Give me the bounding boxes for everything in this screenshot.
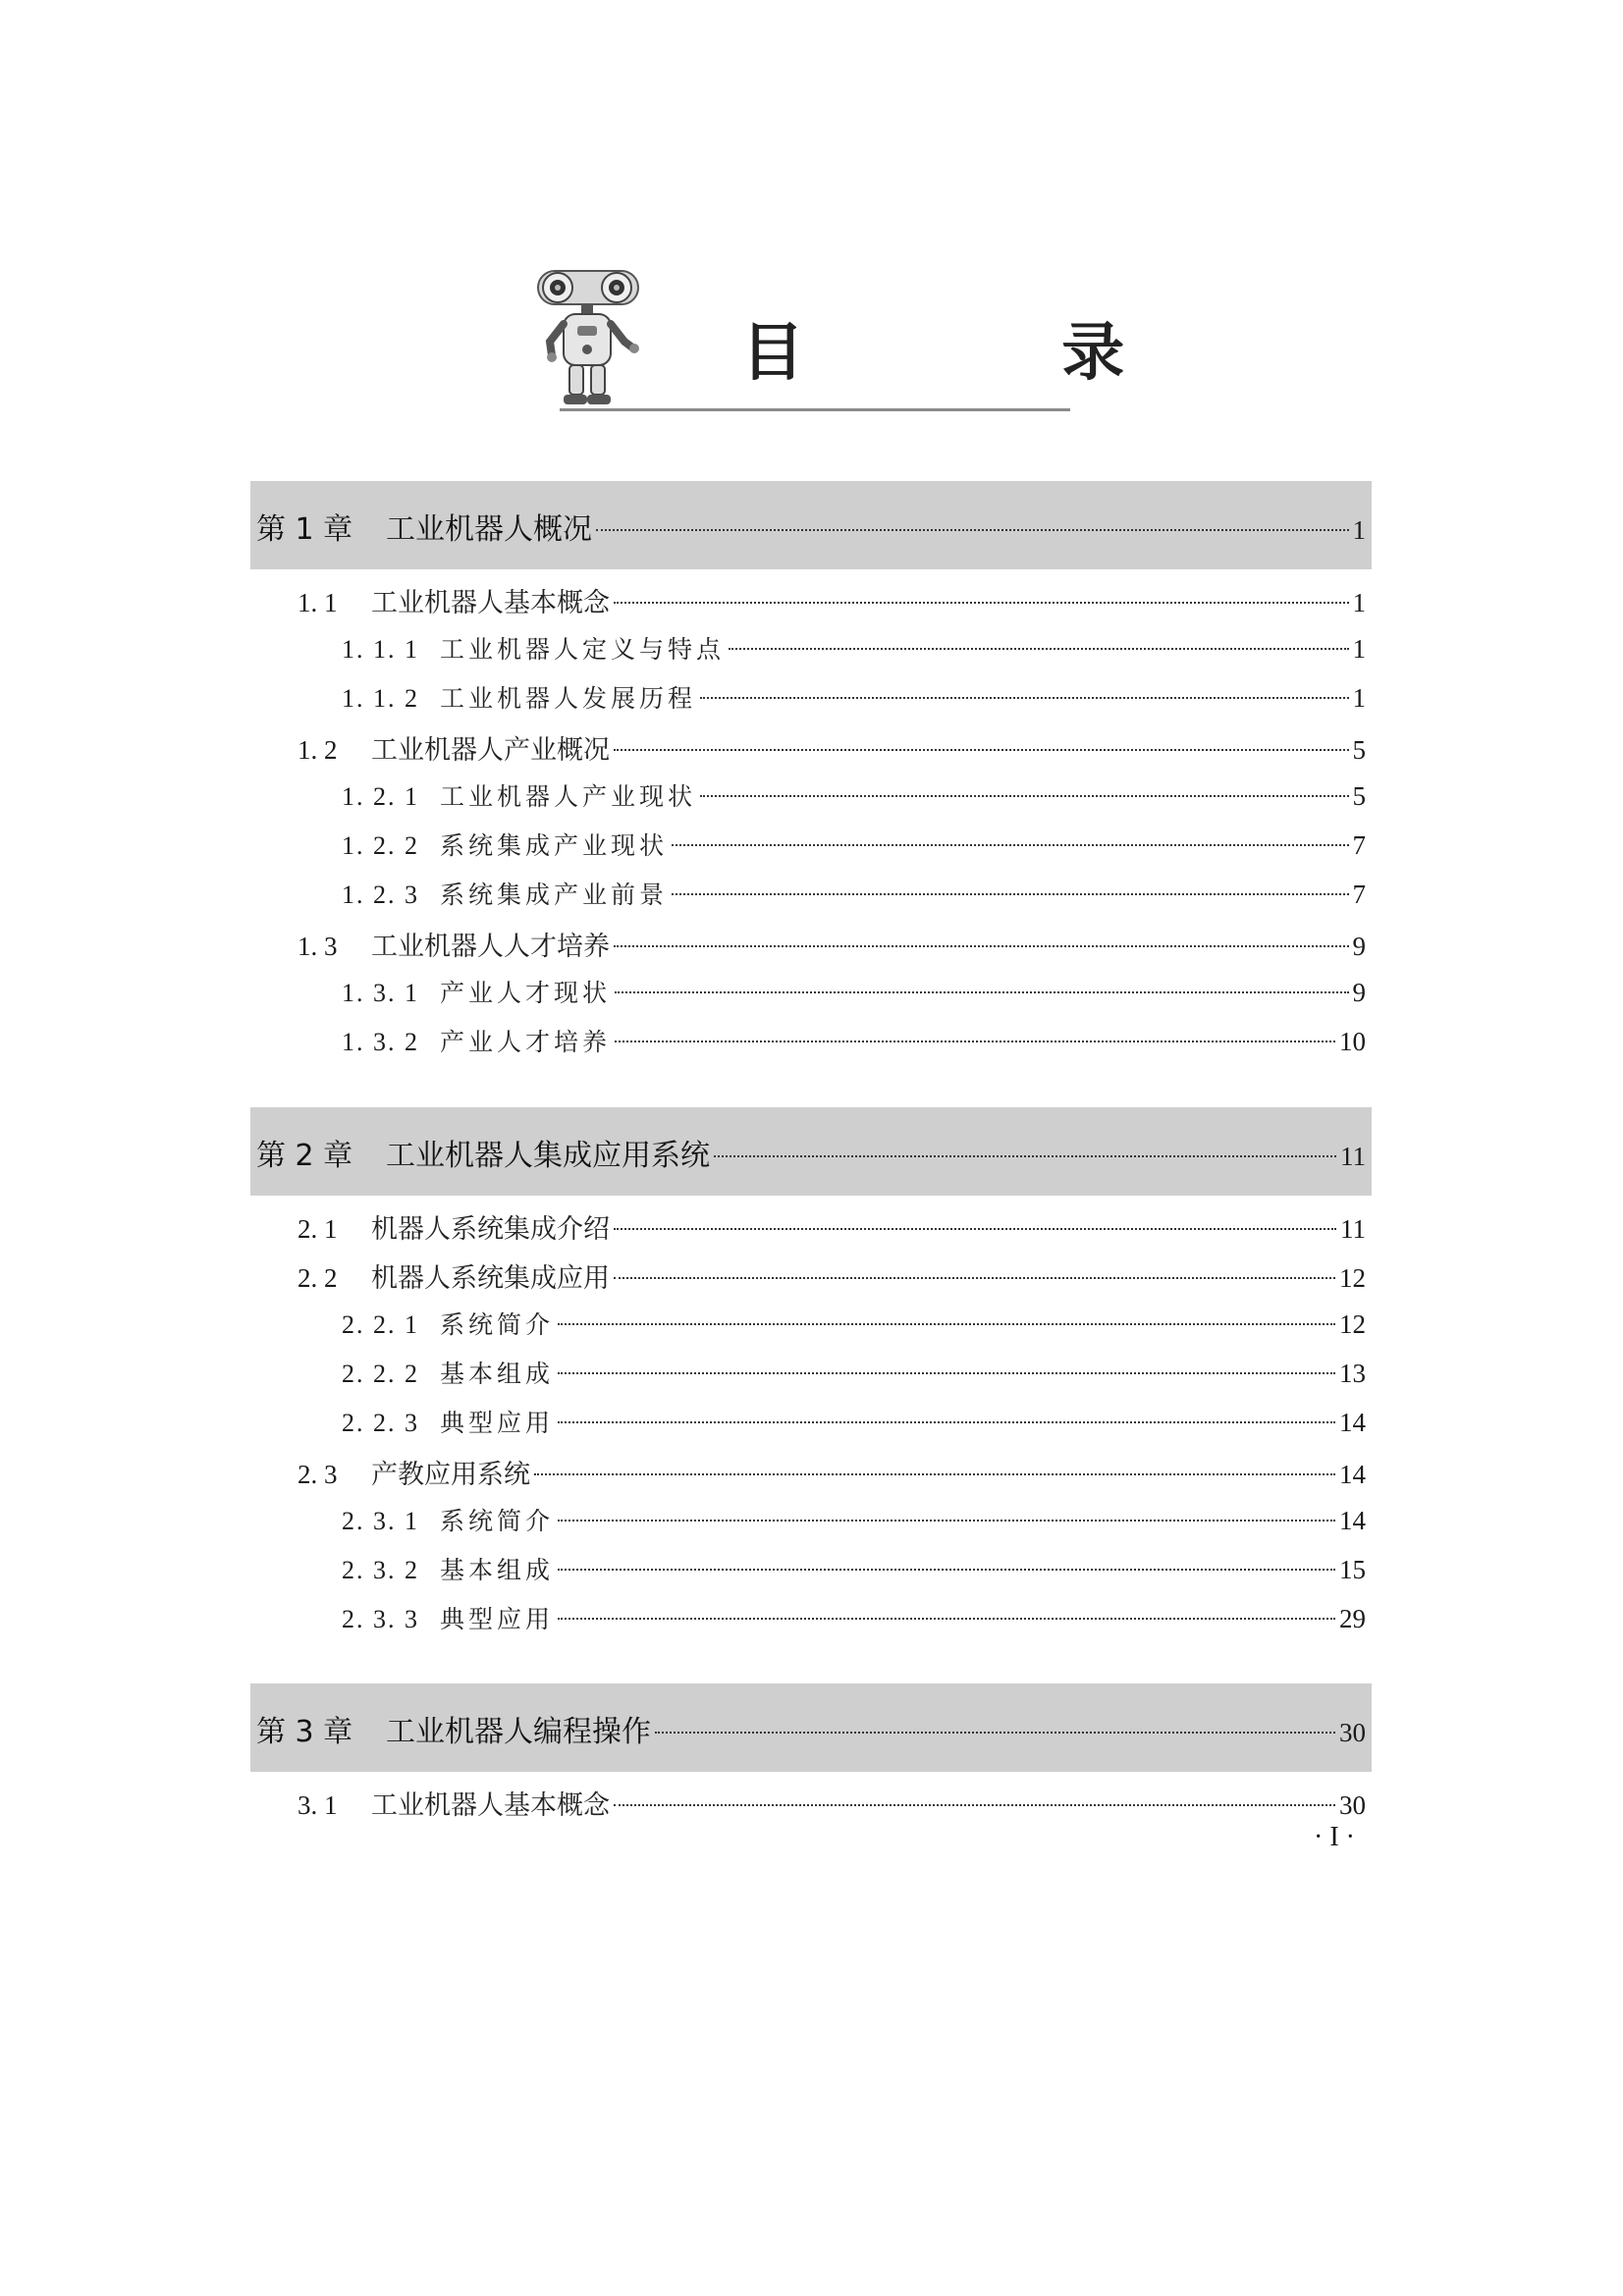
toc-section[interactable] xyxy=(298,1784,1366,1822)
toc-header xyxy=(530,265,1243,417)
section-number: 2. 2 xyxy=(298,1263,338,1293)
dot-leader xyxy=(558,1421,1335,1423)
dot-leader xyxy=(655,1732,1335,1734)
subsection-title: 基本组成 xyxy=(440,1556,555,1584)
dot-leader xyxy=(614,602,1349,604)
dot-leader xyxy=(558,1323,1335,1325)
page-number: 1 xyxy=(1352,588,1366,617)
toc-subsection[interactable] xyxy=(342,1306,1366,1341)
page-folio: · I · xyxy=(1314,1822,1355,1852)
toc-section[interactable] xyxy=(298,581,1366,619)
dot-leader xyxy=(558,1372,1335,1374)
section-number: 1. 3 xyxy=(298,932,338,961)
toc-section[interactable] xyxy=(298,1453,1366,1491)
dot-leader xyxy=(614,1804,1335,1806)
section-number: 2. 3 xyxy=(298,1460,338,1489)
dot-leader xyxy=(672,893,1348,895)
page-number: 12 xyxy=(1339,1309,1366,1339)
subsection-number: 2. 3. 3 xyxy=(342,1605,419,1633)
toc-subsection[interactable] xyxy=(342,827,1366,862)
dot-leader xyxy=(615,991,1348,993)
subsection-title: 系统集成产业前景 xyxy=(440,881,669,909)
page-number: 14 xyxy=(1339,1506,1366,1535)
section-title: 工业机器人产业概况 xyxy=(371,735,610,766)
section-title: 工业机器人人才培养 xyxy=(371,932,610,962)
toc-subsection[interactable] xyxy=(342,679,1366,715)
page-number: 1 xyxy=(1352,515,1366,545)
toc-section[interactable] xyxy=(298,1207,1366,1246)
section-number: 1. 2 xyxy=(298,735,338,765)
dot-leader xyxy=(672,844,1348,846)
toc-subsection[interactable] xyxy=(342,1404,1366,1439)
subsection-number: 1. 2. 2 xyxy=(342,831,419,860)
subsection-number: 1. 3. 1 xyxy=(342,979,419,1007)
section-title: 机器人系统集成应用 xyxy=(371,1263,610,1294)
dot-leader xyxy=(729,648,1348,650)
subsection-title: 系统简介 xyxy=(440,1310,555,1339)
section-number: 2. 1 xyxy=(298,1214,338,1244)
dot-leader xyxy=(614,749,1349,751)
chapter-3[interactable] xyxy=(250,1683,1372,1772)
page-number: 29 xyxy=(1339,1604,1366,1633)
subsection-title: 基本组成 xyxy=(440,1360,555,1388)
page-number: 14 xyxy=(1339,1460,1366,1489)
toc-section[interactable] xyxy=(298,728,1366,767)
page-number: 30 xyxy=(1339,1790,1366,1820)
page-number: 12 xyxy=(1339,1263,1366,1293)
dot-leader xyxy=(614,1228,1336,1230)
subsection-number: 1. 2. 3 xyxy=(342,881,419,909)
toc-subsection[interactable] xyxy=(342,777,1366,813)
dot-leader xyxy=(558,1569,1335,1571)
page-number: 14 xyxy=(1339,1408,1366,1437)
page-number: 5 xyxy=(1352,735,1366,765)
page-number: 1 xyxy=(1352,634,1366,664)
page-number: 5 xyxy=(1352,781,1366,811)
toc-section[interactable] xyxy=(298,925,1366,963)
dot-leader xyxy=(615,1041,1335,1042)
subsection-number: 2. 2. 2 xyxy=(342,1360,419,1388)
section-title: 工业机器人基本概念 xyxy=(371,1790,610,1821)
page-number: 11 xyxy=(1340,1214,1366,1244)
toc-entry[interactable] xyxy=(256,505,1366,548)
dot-leader xyxy=(558,1618,1335,1620)
toc-entry[interactable] xyxy=(256,1707,1366,1750)
toc-subsection[interactable] xyxy=(342,1551,1366,1586)
page-title: 目 录 xyxy=(741,317,1243,390)
section-number: 1. 1 xyxy=(298,588,338,617)
page-number: 9 xyxy=(1352,978,1366,1007)
subsection-number: 1. 1. 1 xyxy=(342,635,419,664)
title-underline xyxy=(560,408,1070,411)
dot-leader xyxy=(700,697,1348,699)
chapter-number: 第 2 章 xyxy=(256,1139,353,1173)
chapter-2[interactable] xyxy=(250,1107,1372,1196)
subsection-number: 1. 2. 1 xyxy=(342,782,419,811)
subsection-title: 产业人才现状 xyxy=(440,979,612,1007)
robot-icon xyxy=(530,265,658,412)
subsection-number: 2. 2. 3 xyxy=(342,1409,419,1437)
subsection-title: 工业机器人产业现状 xyxy=(440,782,697,811)
page-number: 30 xyxy=(1339,1718,1366,1747)
subsection-number: 2. 2. 1 xyxy=(342,1310,419,1339)
toc-subsection[interactable] xyxy=(342,1600,1366,1635)
toc-subsection[interactable] xyxy=(342,1355,1366,1390)
section-title: 产教应用系统 xyxy=(371,1460,530,1490)
toc-subsection[interactable] xyxy=(342,876,1366,911)
chapter-title: 工业机器人概况 xyxy=(386,512,592,547)
subsection-number: 1. 1. 2 xyxy=(342,684,419,713)
page-number: 1 xyxy=(1352,683,1366,713)
section-title: 工业机器人基本概念 xyxy=(371,588,610,618)
toc-entry[interactable] xyxy=(256,1131,1366,1174)
subsection-title: 典型应用 xyxy=(440,1605,555,1633)
dot-leader xyxy=(614,945,1349,947)
page-number: 10 xyxy=(1339,1027,1366,1056)
toc-subsection[interactable] xyxy=(342,1502,1366,1537)
chapter-1[interactable] xyxy=(250,481,1372,569)
subsection-title: 系统简介 xyxy=(440,1507,555,1535)
page-number: 15 xyxy=(1339,1555,1366,1584)
dot-leader xyxy=(558,1520,1335,1522)
dot-leader xyxy=(596,529,1349,531)
page-number: 11 xyxy=(1340,1142,1366,1171)
subsection-title: 工业机器人发展历程 xyxy=(440,684,697,713)
page-number: 7 xyxy=(1352,830,1366,860)
toc-subsection[interactable] xyxy=(342,1023,1366,1058)
toc-subsection[interactable] xyxy=(342,974,1366,1009)
chapter-number: 第 3 章 xyxy=(256,1715,353,1749)
toc-section[interactable] xyxy=(298,1256,1366,1295)
subsection-title: 典型应用 xyxy=(440,1409,555,1437)
chapter-title: 工业机器人编程操作 xyxy=(386,1715,651,1749)
toc-subsection[interactable] xyxy=(342,630,1366,666)
dot-leader xyxy=(534,1473,1335,1475)
subsection-title: 工业机器人定义与特点 xyxy=(440,635,726,664)
dot-leader xyxy=(714,1155,1336,1157)
page-number: 7 xyxy=(1352,880,1366,909)
page-number: 9 xyxy=(1352,932,1366,961)
dot-leader xyxy=(700,795,1348,797)
page-number: 13 xyxy=(1339,1359,1366,1388)
chapter-number: 第 1 章 xyxy=(256,512,353,547)
subsection-title: 系统集成产业现状 xyxy=(440,831,669,860)
subsection-number: 1. 3. 2 xyxy=(342,1028,419,1056)
section-title: 机器人系统集成介绍 xyxy=(371,1214,610,1245)
subsection-number: 2. 3. 2 xyxy=(342,1556,419,1584)
subsection-title: 产业人才培养 xyxy=(440,1028,612,1056)
dot-leader xyxy=(614,1277,1335,1279)
subsection-number: 2. 3. 1 xyxy=(342,1507,419,1535)
chapter-title: 工业机器人集成应用系统 xyxy=(386,1139,710,1173)
section-number: 3. 1 xyxy=(298,1790,338,1820)
